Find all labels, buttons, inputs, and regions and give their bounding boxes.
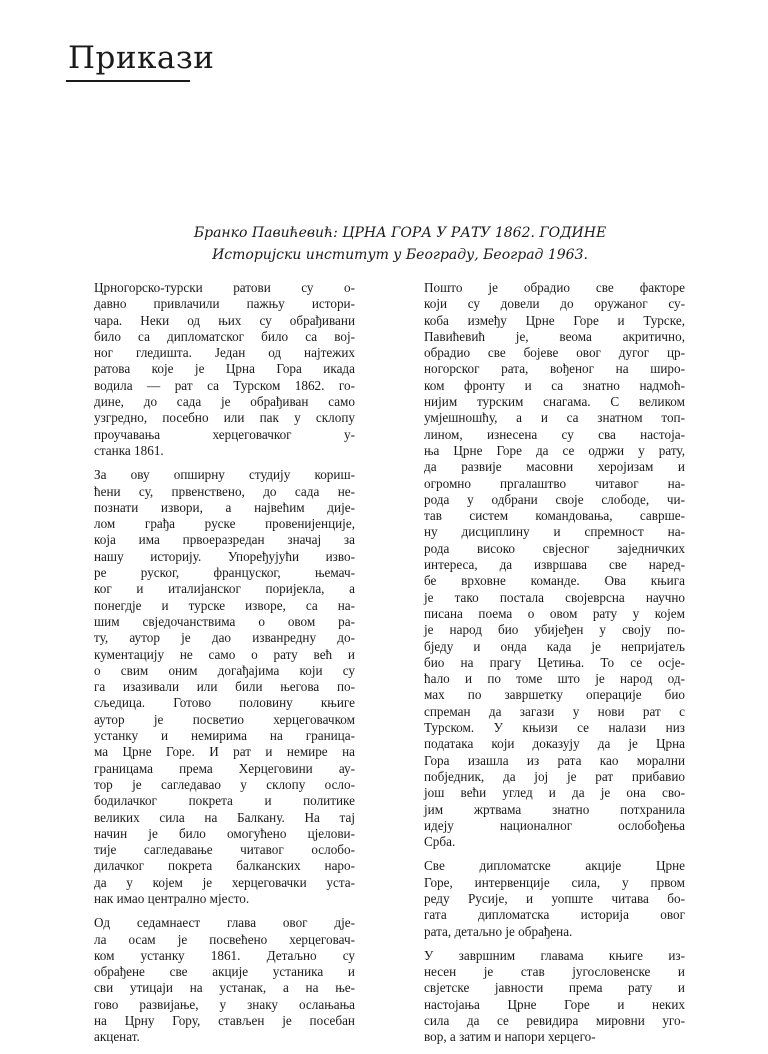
text-line: Од седамнаест глава овог дје- bbox=[94, 915, 355, 931]
paragraph bbox=[410, 280, 685, 850]
text-line: података који доказују да је Црна bbox=[424, 736, 685, 752]
text-line: рода у одбрани своје слободе, чи- bbox=[424, 491, 685, 507]
text-line: ну дисциплину и спремност на- bbox=[424, 524, 685, 540]
text-line: да развије масовни херојизам и bbox=[424, 459, 685, 475]
text-line: гата дипломатска историја овог bbox=[424, 907, 685, 923]
text-line: је народ био убијеђен у своју по- bbox=[424, 622, 685, 638]
text-line: ногорског рата, вођеног на широ- bbox=[424, 361, 685, 377]
text-line: понегдје и турске изворе, са на- bbox=[94, 597, 355, 613]
text-line: нијим турским снагама. С великом bbox=[424, 394, 685, 410]
text-line: сила да се ревидира мировни уго- bbox=[424, 1013, 685, 1029]
text-line: обрадио све бојеве овог дугог цр- bbox=[424, 345, 685, 361]
text-line: Турском. У књизи се налази низ bbox=[424, 720, 685, 736]
text-line: га изазивали или били његова по- bbox=[94, 679, 355, 695]
text-line: дилачког покрета балканских наро- bbox=[94, 858, 355, 874]
text-line: Све дипломатске акције Црне bbox=[424, 858, 685, 874]
text-line: о свим оним догађајима који су bbox=[94, 662, 355, 678]
text-line: бе врховне команде. Ова књига bbox=[424, 573, 685, 589]
text-line: на Црну Гору, стављен је посебан bbox=[94, 1013, 355, 1029]
review-heading bbox=[110, 222, 690, 266]
text-line: За ову опширну студију кориш- bbox=[94, 467, 355, 483]
text-line: нак имао централно мјесто. bbox=[94, 890, 250, 906]
text-line: писана поема о овом рату у којем bbox=[424, 605, 685, 621]
text-line: шим свједочанствима о овом ра- bbox=[94, 613, 355, 629]
review-heading-line-1: Бранко Павићевић: ЦРНА ГОРА У РАТУ 1862. ГОДИНЕ bbox=[193, 225, 607, 241]
text-line: ту, аутор је дао изванредну до- bbox=[94, 630, 355, 646]
text-line: обрађене све акције устаника и bbox=[94, 964, 355, 980]
text-line: је тако постала својеврсна научно bbox=[424, 589, 685, 605]
text-line: узгредно, посебно или пак у склопу bbox=[94, 410, 355, 426]
text-line: чара. Неки од њих су обрађивани bbox=[94, 312, 355, 328]
text-line: ћало и по томе што је народ од- bbox=[424, 671, 685, 687]
text-line: било са дипломатског било са вој- bbox=[94, 328, 355, 344]
text-line: ма Црне Горе. И рат и немире на bbox=[94, 744, 355, 760]
text-line: ла осам је посвећено херцеговач- bbox=[94, 931, 355, 947]
text-line: умјешношћу, а и са знатном топ- bbox=[424, 410, 685, 426]
text-line: која има првоеразредан значај за bbox=[94, 532, 355, 548]
text-line: коба између Црне Горе и Турске, bbox=[424, 312, 685, 328]
text-line: несен је став југословенске и bbox=[424, 964, 685, 980]
text-line: идеју националног ослобођења bbox=[424, 817, 685, 833]
text-line: ња Црне Горе да се одржи у рату, bbox=[424, 442, 685, 458]
text-line: свјетске јавности према рату и bbox=[424, 980, 685, 996]
title-underline bbox=[66, 80, 190, 82]
text-line: бједу и онда када је непријатељ bbox=[424, 638, 685, 654]
paragraph bbox=[80, 467, 355, 907]
text-line: сви утицаји на устанак, а на ње- bbox=[94, 980, 355, 996]
text-line: Гора изашла из рата као морални bbox=[424, 752, 685, 768]
text-line: ног гледишта. Један од најтежих bbox=[94, 345, 355, 361]
text-line: огромно пргалаштво читавог на- bbox=[424, 475, 685, 491]
text-line: давно привлачили пажњу истори- bbox=[94, 296, 355, 312]
text-line: побједник, да јој је рат прибавио bbox=[424, 768, 685, 784]
text-line: спреман да загази у нови рат с bbox=[424, 703, 685, 719]
text-line: ре руског, француског, њемач- bbox=[94, 565, 355, 581]
text-line: гово развијање, у знаку ослањања bbox=[94, 996, 355, 1012]
text-line: тав систем командовања, савршe- bbox=[424, 508, 685, 524]
text-line: рата, детаљно је обрађена. bbox=[424, 923, 573, 939]
text-line: интереса, да извршава све наред- bbox=[424, 557, 685, 573]
text-line: устанку и немирима на граница- bbox=[94, 728, 355, 744]
text-line: да у којем је херцеговачки уста- bbox=[94, 874, 355, 890]
paragraph bbox=[410, 858, 685, 939]
text-line: лом грађа руске провенијенције, bbox=[94, 516, 355, 532]
text-line: бодилачког покрета и политике bbox=[94, 793, 355, 809]
text-line: рода високо свјесног заједничких bbox=[424, 540, 685, 556]
text-line: ком фронту и са знатно надмоћ- bbox=[424, 377, 685, 393]
text-line: кументацију не само о рату већ и bbox=[94, 646, 355, 662]
text-line: Пошто је обрадио све факторе bbox=[424, 280, 685, 295]
section-title: Прикази bbox=[68, 40, 215, 76]
text-line: настојања Црне Горе и неких bbox=[424, 996, 685, 1012]
paragraph bbox=[80, 280, 355, 459]
text-line: ћени су, првенствено, до сада не- bbox=[94, 483, 355, 499]
text-line: тор је сагледавао у склопу осло- bbox=[94, 776, 355, 792]
text-line: лином, изнесена су сва настоја- bbox=[424, 426, 685, 442]
text-line: ког и италијанског поријекла, а bbox=[94, 581, 355, 597]
text-line: сљедица. Готово половину књиге bbox=[94, 695, 355, 711]
text-line: мах по завршетку операције био bbox=[424, 687, 685, 703]
text-line: био на прагу Цетиња. То се осје- bbox=[424, 654, 685, 670]
text-line: још већи углед и да је она сво- bbox=[424, 785, 685, 801]
text-line: станка 1861. bbox=[94, 442, 164, 458]
text-line: границама према Херцеговини ау- bbox=[94, 760, 355, 776]
text-line: вор, а затим и напори херцего- bbox=[424, 1029, 596, 1045]
text-line: акценат. bbox=[94, 1029, 140, 1045]
right-text-column bbox=[410, 280, 685, 1054]
text-line: реду Русије, и уопште читава бо- bbox=[424, 890, 685, 906]
text-line: Горе, интервенције сила, у првом bbox=[424, 874, 685, 890]
paragraph bbox=[410, 948, 685, 1046]
text-line: који су довели до оружаног су- bbox=[424, 296, 685, 312]
text-line: Павићевић је, веома акритично, bbox=[424, 328, 685, 344]
text-line: нашу историју. Упоређујући изво- bbox=[94, 548, 355, 564]
review-heading-line-2: Историјски институт у Београду, Београд 1963. bbox=[212, 247, 588, 263]
text-line: јим жртвама знатно потхранила bbox=[424, 801, 685, 817]
text-line: Срба. bbox=[424, 834, 456, 850]
text-line: дине, до сада је обрађиван само bbox=[94, 394, 355, 410]
text-line: проучавања херцеговачког у- bbox=[94, 426, 355, 442]
text-line: аутор је посветио херцеговачком bbox=[94, 711, 355, 727]
paragraph bbox=[80, 915, 355, 1045]
text-line: великих сила на Балкану. На тај bbox=[94, 809, 355, 825]
text-line: тије сагледавање читавог ослобо- bbox=[94, 842, 355, 858]
text-line: ком устанку 1861. Детаљно су bbox=[94, 947, 355, 963]
text-line: начин је било омогућено цјелови- bbox=[94, 825, 355, 841]
text-line: У завршним главама књиге из- bbox=[424, 947, 685, 963]
text-line: ратова које је Црна Гора икада bbox=[94, 361, 355, 377]
text-line: водила — рат са Турском 1862. го- bbox=[94, 377, 355, 393]
text-line: познати извори, а највећим дије- bbox=[94, 499, 355, 515]
left-text-column bbox=[80, 280, 355, 1054]
text-line: Црногорско-турски ратови су о- bbox=[94, 280, 355, 295]
